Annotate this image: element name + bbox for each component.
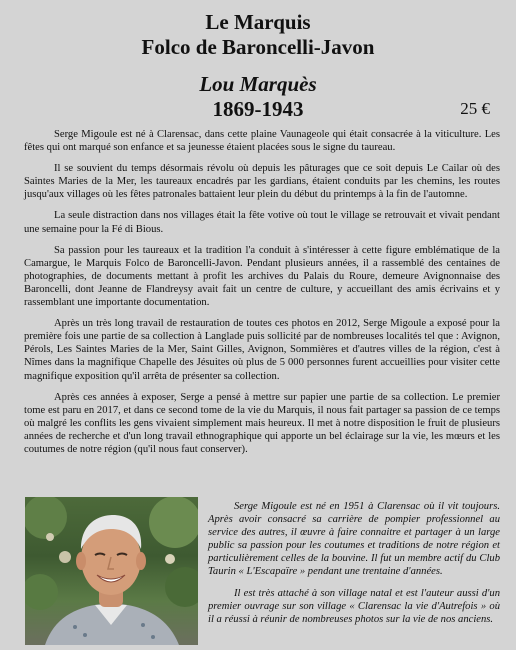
book-title [0,10,516,60]
author-bio [208,500,500,634]
description-body [24,128,500,464]
paragraph: Il se souvient du temps désormais révolu où depuis les pâturages que ce soit depuis Le Cailar où des Saintes Maries de la Mer, les taureaux encadrés par les gardians, étaient conduits par les chemins, les routes jusqu'aux villages où les fêtes patronales battaient leur plein du début du printemps à la fin de l'automne. [24,163,500,201]
bio-paragraph: Serge Migoule est né en 1951 à Clarensac où il vit toujours. Après avoir consacré sa carrière de pompier professionnel au service des autres, il œuvre à faire connaitre et partager à un large public sa passion pour les coutumes et traditions de notre région et particulièrement celles de la bouvine. Il fut un membre actif du Club Taurin « L'Escapaïre » pendant une trentaine d'années. [208,501,500,578]
bio-paragraph: Il est très attaché à son village natal et est l'auteur aussi d'un premier ouvrage sur son village « Clarensac la vie d'Autrefois » où il a réussi à réunir de nombreuses photos sur la vie de nos anciens. [208,587,500,625]
price-label: 25 € [460,99,490,118]
book-subtitle: Lou Marquès [199,72,317,96]
paragraph: Serge Migoule est né à Clarensac, dans cette plaine Vaunageole qui était consacrée à la viticulture. Les fêtes qui ont marqué son enfance et sa jeunesse étaient placées sous le signe du taureau. [24,129,500,154]
title-line-1: Le Marquis [205,10,311,34]
paragraph: La seule distraction dans nos villages était la fête votive où tout le village se retrouvait et vivait pendant une semaine pour la Fé di Bious. [24,210,500,235]
paragraph: Après un très long travail de restauration de toutes ces photos en 2012, Serge Migoule a exposé pour la première fois une partie de sa collection à Langlade puis sollicité par de nombreuses localités tel que : Avignon, Pérols, Les Saintes Maries de la Mer, Saint Gilles, Avignon, Sommières et d'autres villes de la région, c'est à Nîmes dans la magnifique Chapelle des Jésuites où plus de 5 000 personnes furent accueillies pour visiter cette magnifique exposition qu'il arrêta de présenter sa collection. [24,318,500,382]
title-line-2: Folco de Baroncelli-Javon [141,35,375,59]
book-years: 1869-1943 [212,97,304,121]
paragraph: Après ces années à exposer, Serge a pensé à mettre sur papier une partie de sa collection. Le premier tome est paru en 2017, et dans ce second tome de la vie du Marquis, il nous fait partager sa passion de ce temps où malgré les conflits les gens vivaient simplement mais heureux. Il met à notre disposition le fruit de plusieurs années de recherche et d'un long travail ethnographique qui apporte un bel éclairage sur la vie, les mœurs et les coutumes de notre région (qu'il nous faut conserver). [24,391,500,455]
author-portrait-icon [25,497,198,645]
paragraph: Sa passion pour les taureaux et la tradition l'a conduit à s'intéresser à cette figure emblématique de la Camargue, le Marquis Folco de Baroncelli-Javon. Pendant plusieurs années, il a rassemblé des centaines de photographies, de documents mettant à profit les archives du Palais du Roure, demeure Avignonnaise des Baroncelli, dont Jeanne de Flandreysy avait fait un centre de culture, y accueillant des amis écrivains et y rassemblant une importante documentation. [24,244,500,309]
author-photo [25,497,198,645]
